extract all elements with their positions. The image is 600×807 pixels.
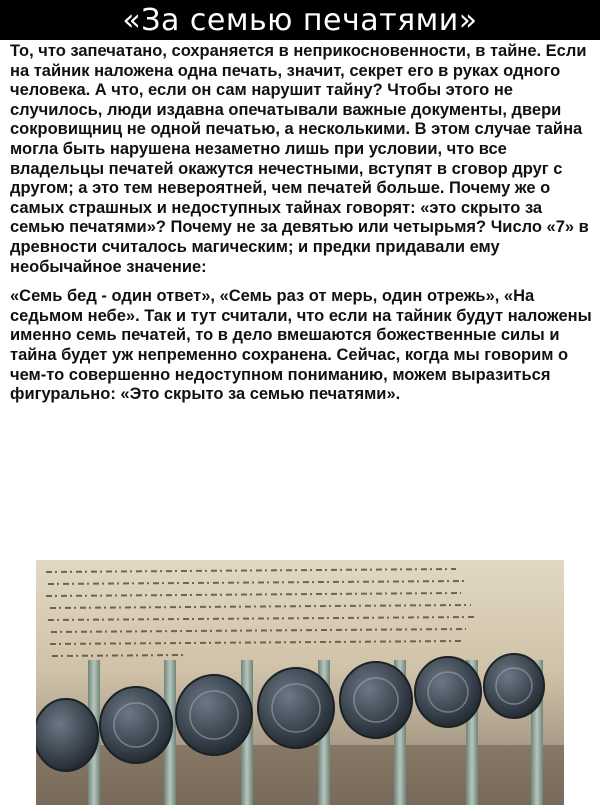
sealed-document-photo xyxy=(36,560,564,805)
paragraph-1: То, что запечатано, сохраняется в неприкосновенности, в тайне. Если на тайник наложена одна печать, значит, секрет его в руках одного человека. А что, если он сам нарушит тайну? Чтобы этого не случилось, люди издавна опечатывали важные документы, двери сокровищниц не одной печатью, а несколькими. В этом случае тайна могла быть нарушена незаметно лишь при условии, что все владельцы печатей окажутся нечестными, вступят в сговор друг с другом; а это тем невероятней, чем печатей больше. Почему же о самых страшных и недоступных тайнах говорят: «это скрыто за семью печатями»? Почему не за девятью или четырьмя? Число «7» в древности считалось магическим; и предки придавали ему необычайное значение: xyxy=(10,42,589,276)
article-body xyxy=(10,42,592,415)
paragraph-2: «Семь бед - один ответ», «Семь раз от мерь, один отрежь», «На седьмом небе». Так и тут считали, что если на тайник будут наложены именно семь печатей, то в дело вмешаются божественные силы и тайна будет уж непременно сохранена. Сейчас, когда мы говорим о чем-то совершенно недоступном пониманию, можем выразиться фигурально: «Это скрыто за семью печатями». xyxy=(10,287,592,404)
page-title: «За семью печатями» xyxy=(0,0,600,40)
